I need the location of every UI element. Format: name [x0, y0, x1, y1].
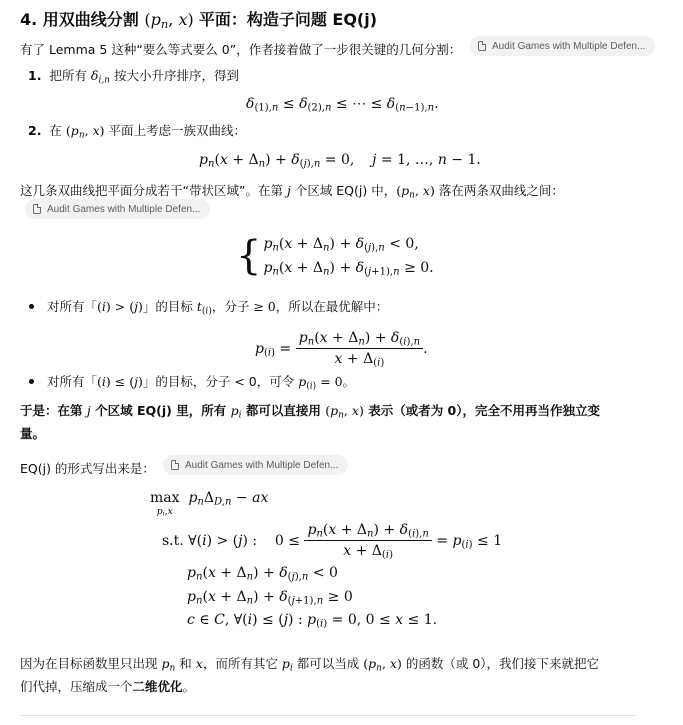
bullet-dot: [29, 304, 34, 309]
section-heading: 4. 用双曲线分割 ($p_n$, x) 平面：构造子问题 EQ(j): [20, 10, 378, 31]
optimal-p-formula: $p_{(i)}$ = $\frac{p_n(x + \Delta_n) + \delta_{(i),n}}{x + \Delta_{(i)}}$ .: [255, 330, 428, 369]
bullet-1: 对所有「(i) > (j)」的目标 $t_{(i)}$，分子 ≥ 0，所以在最优解中：: [47, 299, 389, 317]
citation-chip[interactable]: Audit Games with Multiple Defen...: [163, 455, 348, 475]
divider: [20, 715, 636, 716]
final-line-1: 因为在目标函数里只出现 $p_n$ 和 x，而所有其它 $p_i$ 都可以当成 ($p_n$, x) 的函数（或 0），我们接下来就把它: [20, 656, 600, 674]
intro-text: 有了 Lemma 5 这种“要么等式要么 0”，作者接着做了一步很关键的几何分割：: [20, 42, 462, 57]
bullet-dot: [29, 379, 34, 384]
sorted-deltas-equation: $\delta_{(1),n} \le \delta_{(2),n}$ ≤ ⋯ ≤ $\delta_{(n-1),n}$.: [246, 96, 439, 114]
eq-intro-text: EQ(j) 的形式写出来是：: [20, 461, 155, 476]
step-1: 1. 把所有 $\delta_{i,n}$ 按大小升序排序，得到: [28, 68, 239, 86]
eq-constraint-2: $p_n(x + \Delta_n) + \delta_{(j),n} < 0$: [187, 565, 338, 583]
citation-chip[interactable]: Audit Games with Multiple Defen...: [470, 36, 655, 56]
document-icon: [33, 204, 41, 214]
bullet-2: 对所有「(i) ≤ (j)」的目标，分子 < 0，可令 $p_{(i)} = 0$。: [47, 374, 356, 392]
conclusion-line-2: 量。: [20, 426, 46, 441]
document-icon: [478, 41, 486, 51]
eq-constraint-1: s.t. ∀(i) > (j) : 0 ≤ $\frac{p_n(x + \Delta_n) + \delta_{(i),n}}{x + \Delta_{(i)}}$ = $p_{(i)} \le 1$: [162, 522, 503, 561]
final-line-2: 们代掉，压缩成一个二维优化。: [20, 679, 196, 694]
document-icon: [171, 460, 179, 470]
bands-text: 这几条双曲线把平面分成若干“带状区域”。在第 j 个区域 EQ(j) 中，($p_n$, x) 落在两条双曲线之间：: [20, 183, 564, 201]
eq-constraint-3: $p_n(x + \Delta_n) + \delta_{(j+1),n} \ge 0$: [187, 589, 353, 607]
hyperbola-family-equation: $p_n(x + \Delta_n) + \delta_{(j),n} = 0$, j = 1, …, n − 1.: [199, 152, 481, 170]
band-inequalities: { $p_n(x + \Delta_n) + \delta_{(j),n} < 0$, $p_n(x + \Delta_n) + \delta_{(j+1),n} \ge 0$.: [236, 233, 434, 279]
step-2: 2. 在 ($p_n$, x) 平面上考虑一族双曲线：: [28, 123, 247, 141]
eq-objective: max $^{p_i,x}$ $p_n\Delta_{D,n}$ − ax: [150, 490, 269, 518]
citation-chip[interactable]: Audit Games with Multiple Defen...: [25, 199, 210, 219]
left-brace: {: [236, 233, 262, 279]
eq-constraint-4: c ∈ C, ∀(i) ≤ (j) : $p_{(i)} = 0$, 0 ≤ x ≤ 1.: [187, 612, 438, 630]
conclusion-line-1: 于是：在第 j 个区域 EQ(j) 里，所有 $p_i$ 都可以直接用 ($p_n$, x) 表示（或者为 0），完全不用再当作独立变: [20, 403, 600, 421]
